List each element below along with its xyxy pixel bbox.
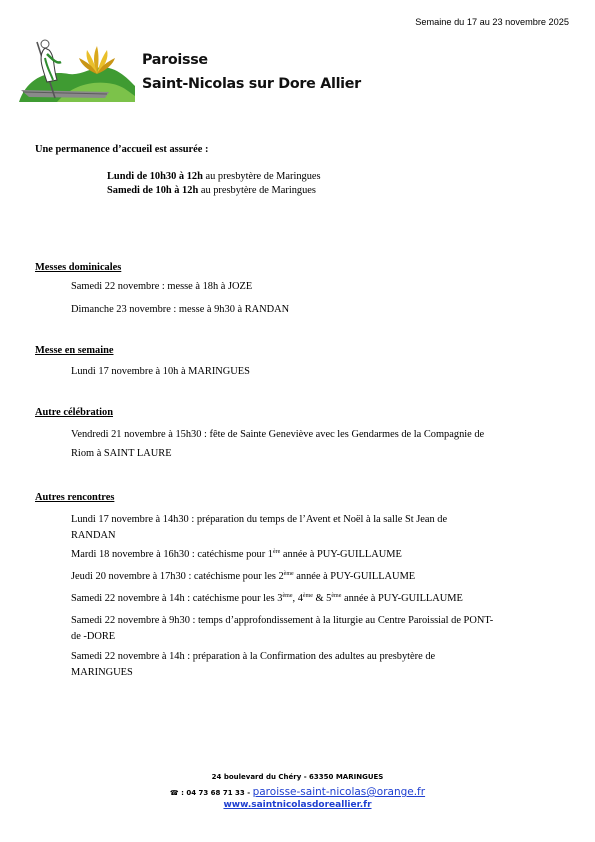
section-heading-autre-celebration: Autre célébration <box>35 407 114 418</box>
ordinal-suffix: ème <box>283 571 294 577</box>
list-item: Samedi 22 novembre : messe à 18h à JOZE <box>71 281 253 292</box>
list-item: Samedi 22 novembre à 9h30 : temps d’approfondissement à la liturgie au Centre Paroissial de PONT- <box>71 615 494 626</box>
list-item <box>71 549 402 560</box>
list-item: Samedi 22 novembre à 14h : préparation à la Confirmation des adultes au presbytère de <box>71 651 436 662</box>
accueil-day: Samedi de 10h à 12h <box>107 185 199 196</box>
list-item <box>71 593 463 604</box>
ordinal-suffix: ème <box>282 593 293 599</box>
list-item: Dimanche 23 novembre : messe à 9h30 à RANDAN <box>71 304 290 315</box>
list-item-continuation: de -DORE <box>71 631 116 642</box>
item-text: Samedi 22 novembre à 14h : catéchisme pour les 3 <box>71 593 283 604</box>
week-dates: Semaine du 17 au 23 novembre 2025 <box>415 17 569 27</box>
email-link[interactable]: paroisse-saint-nicolas@orange.fr <box>252 786 426 798</box>
list-item: Lundi 17 novembre à 14h30 : préparation du temps de l’Avent et Noël à la salle St Jean de <box>71 514 448 525</box>
item-text: Mardi 18 novembre à 16h30 : catéchisme pour 1 <box>71 549 273 560</box>
parish-label: Paroisse <box>142 52 208 68</box>
parish-logo <box>17 34 135 102</box>
footer-phone: : 04 73 68 71 33 - <box>181 789 251 797</box>
accueil-place: au presbytère de Maringues <box>202 171 321 182</box>
section-heading-autres-rencontres: Autres rencontres <box>35 492 115 503</box>
accueil-day: Lundi de 10h30 à 12h <box>107 171 203 182</box>
phone-icon: ☎ <box>169 789 179 797</box>
item-text: & 5 <box>312 593 332 604</box>
ordinal-suffix: ème <box>331 593 342 599</box>
accueil-place: au presbytère de Maringues <box>198 185 316 196</box>
list-item <box>71 571 415 582</box>
footer-website <box>0 800 595 810</box>
list-item-continuation: Riom à SAINT LAURE <box>71 448 172 459</box>
list-item: Vendredi 21 novembre à 15h30 : fête de Sainte Geneviève avec les Gendarmes de la Compagnie de <box>71 429 485 440</box>
list-item: Lundi 17 novembre à 10h à MARINGUES <box>71 366 250 377</box>
accueil-heading: Une permanence d’accueil est assurée : <box>35 144 209 155</box>
section-heading-messe-semaine: Messe en semaine <box>35 345 114 356</box>
accueil-line <box>107 171 321 182</box>
ordinal-suffix: ème <box>302 593 313 599</box>
section-heading-messes-dominicales: Messes dominicales <box>35 262 122 273</box>
list-item-continuation: MARINGUES <box>71 667 133 678</box>
item-text: , 4 <box>292 593 303 604</box>
parish-name: Saint-Nicolas sur Dore Allier <box>142 76 361 92</box>
item-text: Jeudi 20 novembre à 17h30 : catéchisme pour les 2 <box>71 571 284 582</box>
item-text: année à PUY-GUILLAUME <box>280 549 402 560</box>
item-text: année à PUY-GUILLAUME <box>341 593 463 604</box>
item-text: année à PUY-GUILLAUME <box>293 571 416 582</box>
footer-address: 24 boulevard du Chéry - 63350 MARINGUES <box>211 773 384 781</box>
list-item-continuation: RANDAN <box>71 530 116 541</box>
accueil-line <box>107 185 316 196</box>
ordinal-suffix: ère <box>272 549 281 555</box>
website-link[interactable]: www.saintnicolasdoreallier.fr <box>223 800 372 810</box>
footer-contact <box>0 786 595 798</box>
